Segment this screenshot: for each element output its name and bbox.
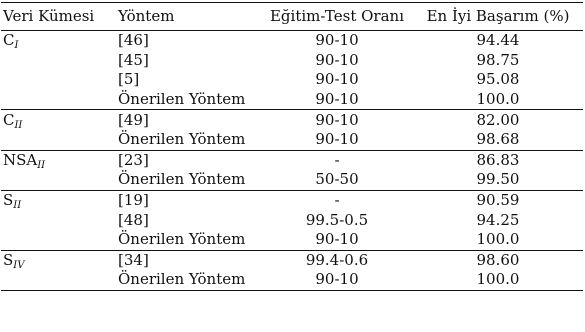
cell-train-test-ratio: 90-10 <box>261 31 413 51</box>
table-row <box>1 210 583 230</box>
table-header <box>1 3 583 31</box>
cell-best-accuracy: 100.0 <box>413 270 583 290</box>
table-row <box>1 190 583 210</box>
cell-dataset <box>1 90 118 110</box>
cell-method: Önerilen Yöntem <box>118 230 246 249</box>
cell-method: Önerilen Yöntem <box>118 270 261 290</box>
cell-train-test-ratio: 90-10 <box>315 90 359 109</box>
cell-dataset <box>1 130 118 150</box>
cell-best-accuracy: 94.25 <box>476 210 520 229</box>
cell-train-test-ratio: 90-10 <box>261 270 413 290</box>
table-row <box>1 90 583 110</box>
dataset-subscript: II <box>37 159 46 171</box>
dataset-name: C <box>3 110 15 129</box>
cell-train-test-ratio: 99.5-0.5 <box>305 210 369 229</box>
cell-train-test-ratio: - <box>261 190 413 210</box>
cell-dataset <box>1 110 118 130</box>
cell-method: [46] <box>118 31 261 51</box>
cell-dataset <box>1 190 118 210</box>
cell-dataset <box>1 170 118 190</box>
table-row <box>1 130 583 150</box>
cell-method: [19] <box>118 190 261 210</box>
cell-method: Önerilen Yöntem <box>118 130 246 149</box>
table-row <box>1 70 583 90</box>
cell-best-accuracy: 98.68 <box>476 130 520 149</box>
cell-best-accuracy: 100.0 <box>476 90 520 109</box>
cell-method: [34] <box>118 250 261 270</box>
cell-dataset <box>1 70 118 90</box>
cell-train-test-ratio: 90-10 <box>315 130 359 149</box>
dataset-name: S <box>3 191 14 210</box>
cell-train-test-ratio: 90-10 <box>315 70 359 89</box>
cell-best-accuracy: 98.75 <box>476 50 520 69</box>
dataset-subscript: I <box>14 40 19 52</box>
dataset-subscript: II <box>13 200 22 212</box>
cell-train-test-ratio: 90-10 <box>261 110 413 130</box>
cell-best-accuracy: 95.08 <box>476 70 520 89</box>
cell-method: [48] <box>118 210 149 229</box>
table-body <box>1 31 583 291</box>
cell-method: [5] <box>118 70 140 89</box>
header-train-test-ratio: Eğitim-Test Oranı <box>269 7 404 25</box>
cell-dataset <box>1 150 118 170</box>
cell-train-test-ratio: 50-50 <box>315 170 359 189</box>
cell-dataset <box>1 230 118 250</box>
table-row <box>1 31 583 51</box>
cell-dataset <box>1 250 118 270</box>
cell-best-accuracy: 82.00 <box>413 110 583 130</box>
dataset-name: S <box>3 250 14 269</box>
table-row <box>1 230 583 250</box>
cell-method: [45] <box>118 50 149 69</box>
cell-best-accuracy: 90.59 <box>413 190 583 210</box>
dataset-name: C <box>3 31 15 50</box>
header-dataset: Veri Kümesi <box>3 7 95 25</box>
header-row <box>1 3 583 31</box>
dataset-subscript: II <box>14 119 23 131</box>
cell-dataset <box>1 210 118 230</box>
comparison-table-container <box>1 2 583 291</box>
table-row <box>1 150 583 170</box>
cell-best-accuracy: 98.60 <box>413 250 583 270</box>
dataset-subscript: IV <box>13 259 25 271</box>
table-row <box>1 250 583 270</box>
table-row <box>1 51 583 71</box>
cell-train-test-ratio: 90-10 <box>315 50 359 69</box>
cell-method: [49] <box>118 110 261 130</box>
cell-dataset <box>1 270 118 290</box>
table-row <box>1 110 583 130</box>
cell-best-accuracy: 100.0 <box>476 230 520 249</box>
comparison-table <box>1 2 583 291</box>
cell-dataset <box>1 51 118 71</box>
header-method: Yöntem <box>118 7 175 25</box>
table-row <box>1 170 583 190</box>
cell-train-test-ratio: - <box>261 150 413 170</box>
cell-train-test-ratio: 99.4-0.6 <box>261 250 413 270</box>
header-best-accuracy: En İyi Başarım (%) <box>426 7 570 25</box>
dataset-name: NSA <box>3 150 38 169</box>
cell-best-accuracy: 94.44 <box>413 31 583 51</box>
table-row <box>1 270 583 290</box>
cell-best-accuracy: 99.50 <box>476 170 520 189</box>
cell-method: Önerilen Yöntem <box>118 170 246 189</box>
cell-method: [23] <box>118 150 261 170</box>
cell-method: Önerilen Yöntem <box>118 90 246 109</box>
cell-train-test-ratio: 90-10 <box>315 230 359 249</box>
cell-dataset <box>1 31 118 51</box>
cell-best-accuracy: 86.83 <box>413 150 583 170</box>
